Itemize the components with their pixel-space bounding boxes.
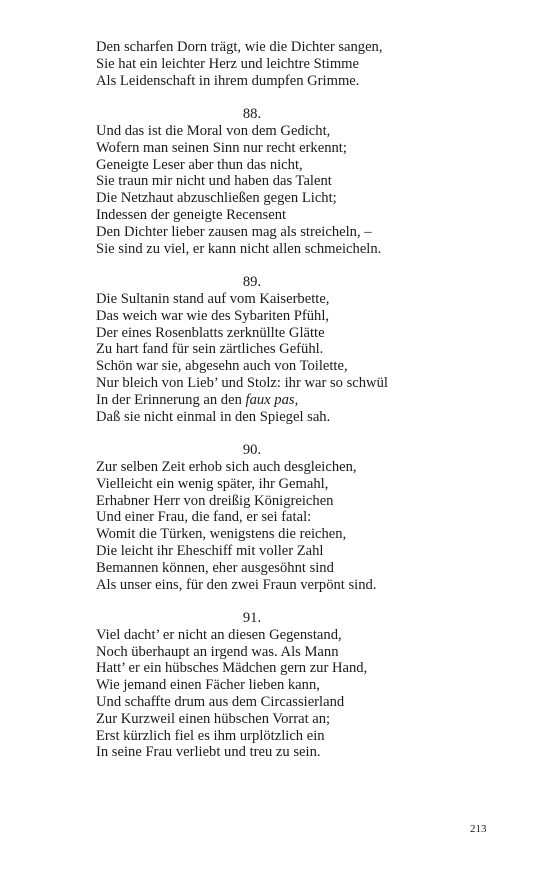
stanza-number: 89.: [242, 274, 262, 291]
verse-line: In seine Frau verliebt und treu zu sein.: [96, 744, 321, 761]
verse-line: Und einer Frau, die fand, er sei fatal:: [96, 509, 312, 526]
verse-line: Vielleicht ein wenig später, ihr Gemahl,: [96, 475, 329, 492]
verse-line: Und das ist die Moral von dem Gedicht,: [96, 122, 331, 139]
stanza-89: [96, 274, 426, 425]
verse-line: Als unser eins, für den zwei Fraun verpönt sind.: [96, 576, 377, 593]
stanza-91: [96, 610, 426, 761]
verse-line: Geneigte Leser aber thun das nicht,: [96, 156, 303, 173]
stanza-number: 88.: [242, 106, 262, 123]
verse-line: Der eines Rosenblatts zerknüllte Glätte: [96, 324, 325, 341]
page-number: 213: [470, 823, 487, 835]
verse-line: Wofern man seinen Sinn nur recht erkennt;: [96, 139, 347, 156]
verse-line-text: In der Erinnerung an den: [96, 391, 246, 408]
poem-page: [96, 39, 426, 761]
verse-line: Den scharfen Dorn trägt, wie die Dichter sangen,: [96, 39, 383, 55]
stanza-number: 91.: [242, 610, 262, 627]
verse-line: Die Netzhaut abzuschließen gegen Licht;: [96, 190, 337, 207]
verse-line: Wie jemand einen Fächer lieben kann,: [96, 677, 320, 694]
verse-line: Das weich war wie des Sybariten Pfühl,: [96, 307, 330, 324]
verse-line: Schön war sie, abgesehn auch von Toilette,: [96, 358, 348, 375]
verse-line: Und schaffte drum aus dem Circassierland: [96, 694, 345, 711]
verse-line: Indessen der geneigte Recensent: [96, 206, 287, 223]
italic-phrase: faux pas,: [245, 391, 299, 408]
stanza-90: [96, 442, 426, 593]
verse-line: Sie hat ein leichter Herz und leichtre Stimme: [96, 55, 360, 72]
verse-line: Die Sultanin stand auf vom Kaiserbette,: [96, 290, 330, 307]
verse-line: Zu hart fand für sein zärtliches Gefühl.: [96, 341, 324, 358]
verse-line: Erhabner Herr von dreißig Königreichen: [96, 492, 334, 509]
verse-line: Viel dacht’ er nicht an diesen Gegenstand,: [96, 626, 342, 643]
verse-line: Den Dichter lieber zausen mag als streicheln, –: [96, 223, 372, 240]
stanza-88: [96, 106, 426, 257]
stanza-number: 90.: [242, 442, 262, 459]
verse-line: Hatt’ er ein hübsches Mädchen gern zur Hand,: [96, 660, 368, 677]
verse-line: Daß sie nicht einmal in den Spiegel sah.: [96, 408, 331, 425]
verse-line: Zur selben Zeit erhob sich auch desgleichen,: [96, 458, 357, 475]
verse-line: Zur Kurzweil einen hübschen Vorrat an;: [96, 710, 331, 727]
verse-line: [96, 392, 426, 409]
verse-line: Als Leidenschaft in ihrem dumpfen Grimme.: [96, 72, 360, 89]
verse-line: Sie sind zu viel, er kann nicht allen schmeicheln.: [96, 240, 382, 257]
verse-line: Die leicht ihr Eheschiff mit voller Zahl: [96, 542, 324, 559]
stanza-87-end: [96, 39, 426, 89]
verse-line: Womit die Türken, wenigstens die reichen,: [96, 526, 347, 543]
verse-line: Bemannen können, eher ausgesöhnt sind: [96, 559, 334, 576]
verse-line: Erst kürzlich fiel es ihm urplötzlich ein: [96, 727, 325, 744]
verse-line: Noch überhaupt an irgend was. Als Mann: [96, 643, 339, 660]
verse-line: Nur bleich von Lieb’ und Stolz: ihr war so schwül: [96, 374, 388, 391]
verse-line: Sie traun mir nicht und haben das Talent: [96, 173, 332, 190]
